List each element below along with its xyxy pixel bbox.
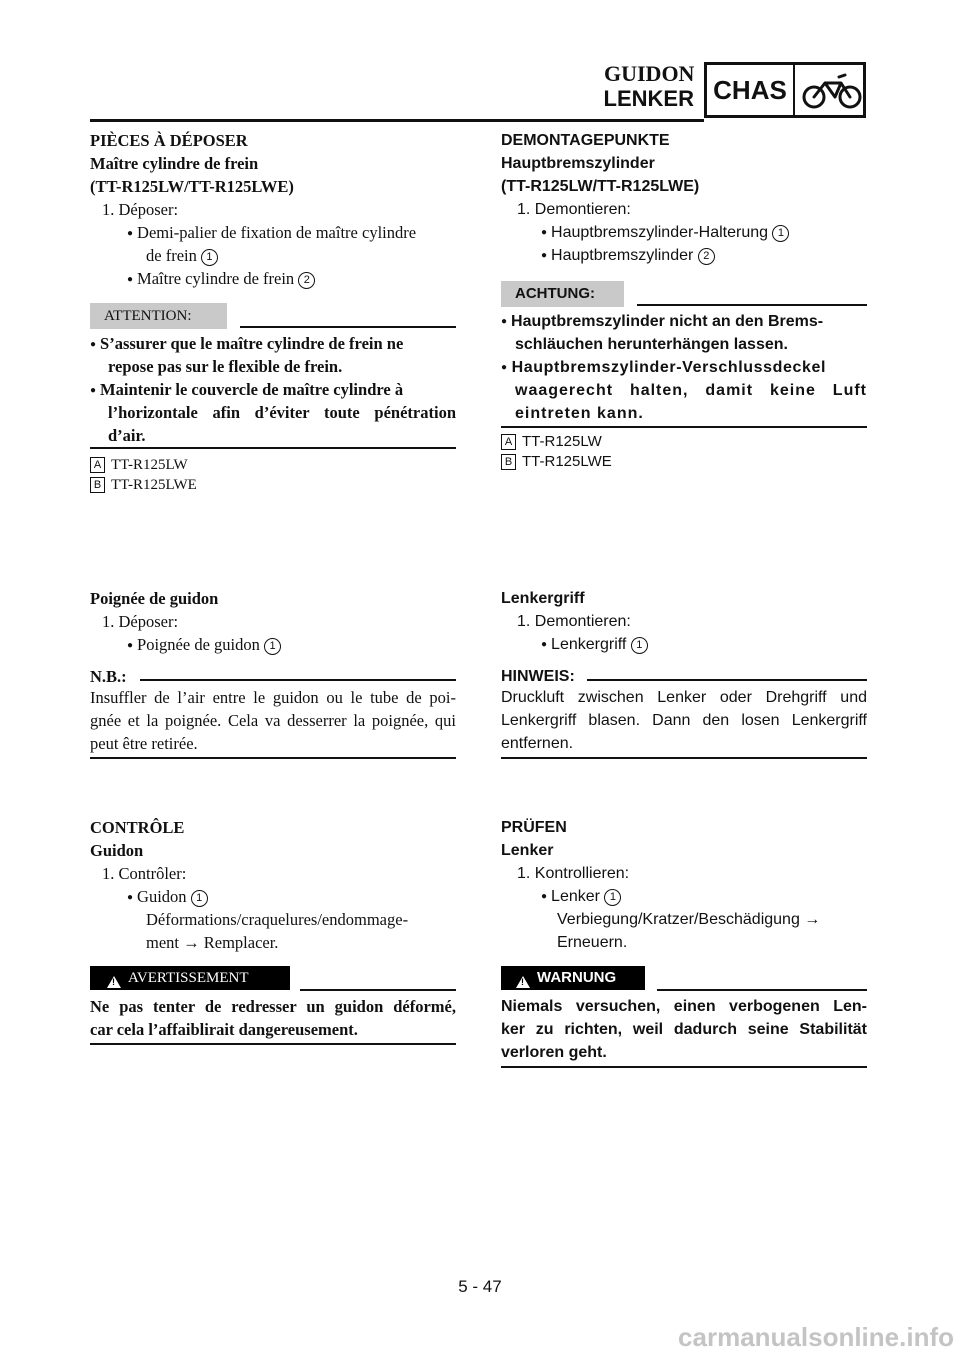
header-title-de: LENKER bbox=[603, 86, 694, 111]
attention-end-rule-de bbox=[501, 426, 867, 428]
heading-de: DEMONTAGEPUNKTE bbox=[501, 132, 670, 149]
attention-item: ● S’assurer que le maître cylindre de frein ne bbox=[90, 332, 456, 358]
note-end-rule-de bbox=[501, 757, 867, 759]
warning-end-rule-fr bbox=[90, 1043, 456, 1045]
warning-tag-fr: ! AVERTISSEMENT bbox=[90, 966, 290, 990]
check-sub-fr: Guidon bbox=[90, 841, 144, 860]
header-title-fr: GUIDON bbox=[604, 61, 695, 86]
attention-item-cont: waagerecht halten, damit keine Luft bbox=[515, 382, 867, 399]
attention-rule-de bbox=[637, 304, 867, 306]
model-key: A bbox=[90, 457, 105, 473]
list-item: ● Guidon 1 bbox=[127, 885, 208, 911]
callout-1: 1 bbox=[191, 890, 208, 907]
motorcycle-icon bbox=[801, 71, 863, 111]
warning-line: Ne pas tenter de redresser un guidon déformé, bbox=[90, 997, 456, 1016]
check-step-fr: 1. Contrôler: bbox=[102, 864, 187, 883]
grip-step-de: 1. Demontieren: bbox=[517, 613, 631, 630]
attention-item-cont: repose pas sur le flexible de frein. bbox=[108, 357, 343, 376]
attention-item-cont: l’horizontale afin d’éviter toute pénétration bbox=[108, 403, 456, 422]
subheading-master-cylinder-de: Hauptbremszylinder bbox=[501, 155, 655, 172]
attention-item: ● Maintenir le couvercle de maître cylindre à bbox=[90, 378, 456, 404]
check-heading-fr: CONTRÔLE bbox=[90, 818, 185, 837]
list-item: ● Hauptbremszylinder-Halterung 1 bbox=[541, 221, 789, 246]
warning-line: Niemals versuchen, einen verbogenen Len- bbox=[501, 998, 867, 1015]
note-line: Insuffler de l’air entre le guidon ou le tube de poi- bbox=[90, 688, 456, 707]
badge-divider bbox=[793, 65, 795, 115]
note-line: peut être retirée. bbox=[90, 734, 198, 753]
check-heading-de: PRÜFEN bbox=[501, 819, 567, 836]
check-sub-de: Lenker bbox=[501, 842, 554, 859]
grip-heading-fr: Poignée de guidon bbox=[90, 589, 219, 608]
model-key: B bbox=[501, 454, 516, 470]
note-end-rule-fr bbox=[90, 757, 456, 759]
attention-rule-fr bbox=[240, 326, 456, 328]
section-badge-label: CHAS bbox=[713, 75, 787, 105]
list-item: ● Hauptbremszylinder 2 bbox=[541, 244, 715, 269]
warning-end-rule-de bbox=[501, 1066, 867, 1068]
attention-item-cont: schläuchen herunterhängen lassen. bbox=[515, 336, 788, 353]
note-rule-de bbox=[587, 679, 867, 681]
check-line: ment → Remplacer. bbox=[146, 933, 279, 952]
warning-tag-de: ! WARNUNG bbox=[501, 966, 645, 990]
attention-end-rule-fr bbox=[90, 447, 456, 449]
note-label-de: HINWEIS: bbox=[501, 668, 575, 685]
subheading-models-de: (TT-R125LW/TT-R125LWE) bbox=[501, 178, 700, 195]
attention-item-cont: d’air. bbox=[108, 426, 146, 445]
note-line: Lenkergriff blasen. Dann den losen Lenkergriff bbox=[501, 712, 867, 729]
list-item: ● Poignée de guidon 1 bbox=[127, 633, 281, 659]
callout-2: 2 bbox=[698, 248, 715, 265]
header-rule bbox=[90, 119, 704, 122]
grip-step-fr: 1. Déposer: bbox=[102, 612, 179, 631]
page-number: 5 - 47 bbox=[458, 1277, 502, 1296]
subheading-models-fr: (TT-R125LW/TT-R125LWE) bbox=[90, 177, 294, 196]
attention-item: ● Hauptbremszylinder nicht an den Brems- bbox=[501, 310, 867, 335]
check-line: Déformations/craquelures/endommage- bbox=[146, 910, 409, 929]
step-remove-fr: 1. Déposer: bbox=[102, 200, 179, 219]
list-item: ● Demi-palier de fixation de maître cylindre bbox=[127, 221, 456, 247]
callout-1: 1 bbox=[201, 249, 218, 266]
note-label-fr: N.B.: bbox=[90, 667, 127, 686]
model-a-fr: A TT-R125LW bbox=[90, 455, 188, 475]
model-key: B bbox=[90, 477, 105, 493]
note-rule-fr bbox=[140, 679, 456, 681]
model-a-de: A TT-R125LW bbox=[501, 432, 602, 452]
model-b-fr: B TT-R125LWE bbox=[90, 475, 197, 495]
warning-triangle-icon: ! bbox=[516, 971, 537, 995]
warning-line: ker zu richten, weil dadurch seine Stabilität bbox=[501, 1021, 867, 1038]
check-line: Erneuern. bbox=[557, 934, 628, 951]
callout-1: 1 bbox=[631, 637, 648, 654]
model-key: A bbox=[501, 434, 516, 450]
note-line: Druckluft zwischen Lenker oder Drehgriff und bbox=[501, 689, 867, 706]
heading-fr: PIÈCES À DÉPOSER bbox=[90, 131, 248, 150]
list-item-cont: de frein 1 bbox=[146, 244, 218, 267]
step-remove-de: 1. Demontieren: bbox=[517, 201, 631, 218]
warning-triangle-icon: ! bbox=[107, 971, 128, 995]
note-line: gnée et la poignée. Cela va desserrer la poignée, qui bbox=[90, 711, 456, 730]
attention-item: ● Hauptbremszylinder-Verschlussdeckel bbox=[501, 356, 867, 381]
warning-line: verloren geht. bbox=[501, 1044, 607, 1061]
watermark: carmanualsonline.info bbox=[678, 1322, 954, 1352]
grip-heading-de: Lenkergriff bbox=[501, 590, 585, 607]
warning-rule-fr bbox=[300, 989, 456, 991]
list-item: ● Maître cylindre de frein 2 bbox=[127, 267, 315, 293]
attention-item-cont: eintreten kann. bbox=[515, 405, 644, 422]
warning-rule-de bbox=[657, 989, 867, 991]
callout-1: 1 bbox=[264, 638, 281, 655]
list-item: ● Lenker 1 bbox=[541, 885, 621, 910]
model-b-de: B TT-R125LWE bbox=[501, 452, 612, 472]
note-line: entfernen. bbox=[501, 735, 574, 752]
callout-1: 1 bbox=[604, 889, 621, 906]
callout-2: 2 bbox=[298, 272, 315, 289]
list-item: ● Lenkergriff 1 bbox=[541, 633, 648, 658]
attention-tag-fr: ATTENTION: bbox=[90, 303, 227, 329]
attention-tag-de: ACHTUNG: bbox=[501, 281, 624, 307]
check-step-de: 1. Kontrollieren: bbox=[517, 865, 630, 882]
section-badge bbox=[704, 62, 866, 118]
callout-1: 1 bbox=[772, 225, 789, 242]
subheading-master-cylinder-fr: Maître cylindre de frein bbox=[90, 154, 259, 173]
warning-line: car cela l’affaiblirait dangereusement. bbox=[90, 1020, 358, 1039]
check-line: Verbiegung/Kratzer/Beschädigung → bbox=[557, 911, 821, 928]
